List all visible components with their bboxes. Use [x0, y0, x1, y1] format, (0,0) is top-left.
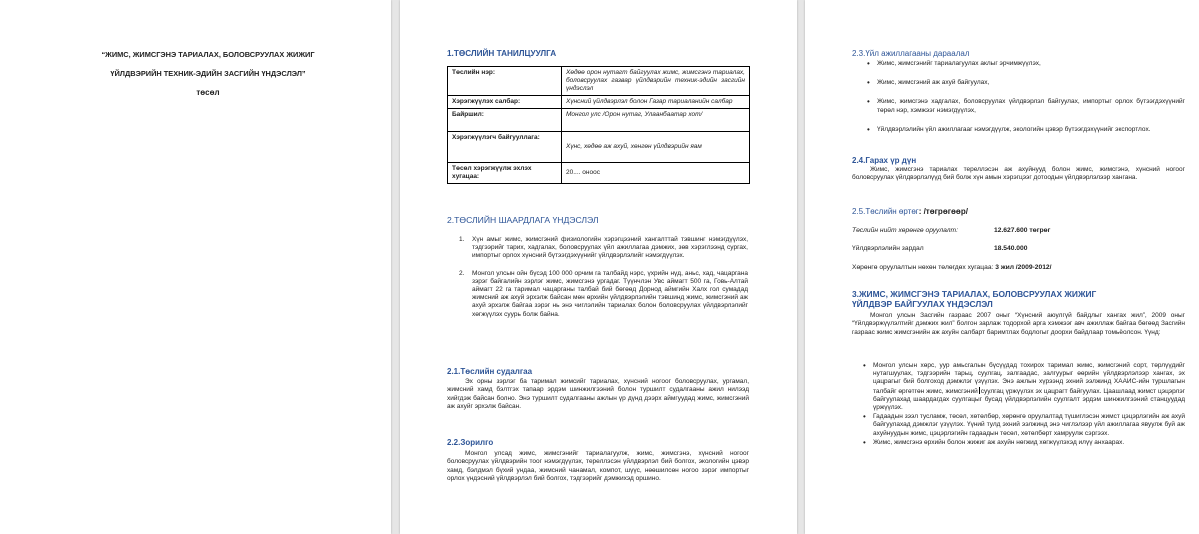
list-item: [448, 236, 748, 261]
subsection-2-2-text: [447, 450, 749, 483]
table-row: [448, 109, 750, 132]
list-number: 2.: [459, 269, 465, 277]
bullet-icon: •: [867, 59, 870, 68]
document-page-2: [400, 0, 797, 534]
table-key: Хэрэгжүүлэгч байгууллага:: [448, 132, 562, 163]
list-item-text: Үйлдвэрлэлийн үйл ажиллагааг нэмэгдүүлж, экологийн цэвэр бүтээгдэхүүнийг экспортлох.: [877, 125, 1151, 133]
table-row: [448, 67, 750, 96]
cost-production-label: Үйлдвэрлэлийн зардал: [852, 245, 924, 252]
subsection-2-5-heading: [852, 207, 968, 216]
list-item: [867, 60, 1185, 68]
subsection-2-1-heading: 2.1.Төслийн судалгаа: [447, 367, 533, 376]
table-key: Төслийн нэр:: [448, 67, 562, 96]
document-page-1: [0, 0, 391, 534]
table-row: [448, 163, 750, 184]
list-item-text: Жимс, жимсгэний аж ахуй байгуулах,: [877, 79, 990, 87]
section-2-heading: 2.ТӨСЛИЙН ШААРДЛАГА ҮНДЭСЛЭЛ: [447, 215, 599, 225]
bullet-icon: •: [863, 361, 866, 370]
list-item: [867, 126, 1185, 134]
table-row: [448, 132, 750, 163]
text-cursor-icon: [979, 387, 980, 394]
table-value: Монгол улс /Орон нутаг, Улаанбаатар хот/: [562, 109, 750, 132]
cost-production-value: 18.540.000: [994, 245, 1028, 252]
table-row: [448, 96, 750, 109]
section-3-text: [852, 312, 1185, 337]
subsection-2-2-heading: 2.2.Зорилго: [447, 438, 494, 447]
paragraph-text: Жимс, жимсгэнэ тариалах тереллэсэн аж ахуйнууд болон жимс, жимсгэнэ, хүнсний ногоог боловсруулах үйлдвэрлэлүүд бий болж хүн амын хэрэгцээг дотоодын үйлдвэрлэлээр хангана.: [852, 166, 1185, 182]
table-value: 20.... оноос: [562, 163, 750, 184]
document-page-3: [805, 0, 1199, 534]
section-3-heading: [852, 289, 1096, 309]
list-item: [867, 79, 1185, 87]
bullet-icon: •: [867, 78, 870, 88]
list-item-text: Жимс, жимсгэнийг тариалагуулах аклыг эрчимжүүлэх,: [877, 60, 1041, 67]
cover-title-line-3: төсөл: [196, 88, 220, 97]
list-item: [863, 362, 1185, 412]
list-item-text: Хүн амыг жимс, жимсгэний физиологийн хэрэгцээний хангалттай тэвшинг нэмэгдүүлэх, тэдгээрийг тарих, хадгалах, боловсруулах үйл ажиллагаа дэмжих, зөв хэрэглээнд сургах, импортыг орлох хүнсний бүтээгдэхүүнийг үйлдвэрлэлийг нэмэгдүүлэх.: [472, 236, 748, 260]
payback-row: [852, 264, 1052, 271]
cover-title-line-1: “ЖИМС, ЖИМСГЭНЭ ТАРИАЛАХ, БОЛОВСРУУЛАХ ЖИЖИГ: [101, 50, 315, 59]
section-2-list: [448, 236, 748, 319]
paragraph-text: Эх орны зэрлэг ба таримал жимсийг тариалах, хүнсний ногоог боловсруулах, ургамал, жимсний хамд бэлтгэх тапаар эрдэм шинжилгээний болон туршилт судалгааны ажил нилээд хийгдэж байсан болно. Энэ туршилт судалгааны ажлын үр дүнд дээрх аймгуудад жимс, жимсгэний аж ахуйг эрхэлж байсан.: [447, 378, 749, 410]
bullet-icon: •: [863, 437, 866, 447]
bullet-icon: •: [863, 412, 866, 422]
payback-label: Хөрөнгө оруулалтын нөхөн төлөгдөх хугацаа:: [852, 264, 994, 271]
project-intro-table: [447, 66, 750, 184]
bullet-icon: •: [867, 124, 870, 134]
subsection-2-5-title: 2.5.Төслийн өртөг: [852, 207, 919, 216]
list-number: 1.: [459, 236, 465, 243]
payback-value: 3 жил /2009-2012/: [995, 264, 1052, 271]
list-item-text: Монгол улсын хөрс, уур амьсгалын бүсүүдад тохирох таримал жимс, жимсгэний сорт, төрлүүдийг нутагшуулах, тэдгээрийн тарьц, суулгац, залгаадас, залгуурыг өөрийн үйлдвэрлэлээр хангах, эх цацрагыг бий болгоход дэмжлэг үзүүлэх. Энэ ажлын хүрээнд эхний ээлжинд ХААИС-ийн туршлагын талбайг өргөтгөн жимс, жимсгэний: [873, 362, 1185, 395]
subsection-2-3-list: [867, 60, 1185, 134]
list-item: [863, 439, 1185, 447]
cost-total-label: Төслийн нийт хөрөнгө оруулалт:: [852, 227, 958, 234]
list-item-text-continued: суулгац үржүүлэх эх цацрагт байгуулах. Цаашлаад жимст цэцэрлэг байгуулахад шаардагдах суулгацыг бусад үйлдвэрлэлийн суулгалт эрдэм шинжилгээний станцуудад үржүүлэх.: [873, 387, 1186, 412]
section-1-heading: 1.ТӨСЛИЙН ТАНИЛЦУУЛГА: [447, 49, 557, 58]
paragraph-text: Монгол улсад жимс, жимсгэнийг тариалагуулж, жимс, жимсгэнэ, хүнсний ногоог боловсруулах үйлдвэрийн тоог нэмэгдүүлэх, тереллэсэн үйлдвэрлэл бий болгох, экологийн цэвэр хамд, бэлдмэл бүхий ундаа, жимсний чанамал, компот, шүүс, нөөшилсөн ногоо зэрэг импортыг орлох үндэсний үйлдвэрлэл бий болгох, тэдгээрийг дэмжихэд оршино.: [447, 450, 749, 482]
cover-title-line-2: ҮЙЛДВЭРИЙН ТЕХНИК-ЭДИЙН ЗАСГИЙН ҮНДЭСЛЭЛ”: [110, 69, 306, 78]
table-value: Хүнсний үйлдвэрлэл болон Газар тариаланийн салбар: [562, 96, 750, 109]
subsection-2-4-text: [852, 166, 1185, 183]
table-value: Хөдөө орон нутагт байгуулах жимс, жимсгэнэ тариалах, боловсруулах газвар үйлдвэрийн техник-эдийн засгийн үндэслэл: [562, 67, 750, 96]
list-item: [448, 270, 748, 319]
list-item-text: Жимс, жимсгэнэ хадгалах, боловсруулах үйлдвэрлэл байгуулах, импортыг орлох бүтээгдэхүүнийг төрөл нэр, хэмжээг нэмэгдүүлэх,: [877, 98, 1185, 114]
table-key: Байршил:: [448, 109, 562, 132]
table-key: Хэрэгжүүлэх салбар:: [448, 96, 562, 109]
section-3-list: [863, 362, 1185, 447]
cost-total-value: 12.627.600 төгрөг: [994, 227, 1051, 234]
list-item-text: Гадаадын зээл тусламж, төсөл, хөтөлбөр, хөрөнгө оруулалтад түшиглэсэн жимст цэцэрлэгийн аж ахуй байгуулахад дэмжлэг үзүүлэх. Үүний тулд эхний ээлжинд энэ чиглэлээр үйл ажиллагаа явуулж буй аж ахуйнуудын жимс, цэцэрлэгийн гадаадын төсөл, хөтөлбөрт хамруулж сэргээх.: [873, 413, 1185, 437]
list-item-text: Монгол улсын ойн бүсэд 100 000 орчим га талбайд нэрс, үхрийн нүд, аньс, хад, чацаргана зэрэг байгалийн зэрлэг жимс, жимсгэнэ ургадаг. Түүнчлэн Увс аймагт 500 га, Говь-Алтай аймагт 22 га таримал чацарганы талбай бий бөгөөд Дорнод аймгийн Халх гол сумадад жимсний аж ахуй эрхэлж байсан мөн өрхийн үйлдвэрлэлийн тэвшинд жимс, жимсгэний аж ахуй эрхэлж байгаа зэрэг нь энэ чиглэлийн тариалах болон боловсруулах үйлдвэрлэлийг хөгжүүлэх суурь болж байна.: [472, 269, 748, 318]
subsection-2-3-heading: 2.3.Үйл ажиллагааны дараалал: [852, 49, 970, 58]
list-item: [863, 413, 1185, 438]
table-value: Хүнс, хөдөө аж ахуй, хөнгөн үйлдвэрийн яам: [562, 132, 750, 163]
subsection-2-1-text: [447, 378, 749, 411]
section-3-heading-line-1: 3.ЖИМС, ЖИМСГЭНЭ ТАРИАЛАХ, БОЛОВСРУУЛАХ ЖИЖИГ: [852, 289, 1097, 299]
list-item: [867, 98, 1185, 114]
table-key: Төсөл хэрэгжүүлж эхлэх хугацаа:: [448, 163, 562, 184]
list-item-text: Жимс, жимсгэнэ өрхийн болон жижиг аж ахуйн нөгжид хөгжүүлэхэд илүү анхаарах.: [873, 438, 1125, 446]
subsection-2-4-heading: 2.4.Гарах үр дүн: [852, 156, 917, 165]
paragraph-text: Монгол улсын Засгийн газраас 2007 оныг “Хүнсний аюулгүй байдлыг хангах жил”, 2009 оныг “Үйлдвэржүүлэлтийг дэмжих жил” болгон зарлаж тодорхой арга хэмжээг авч ажиллаж байгаа бөгөөд Засгийн газраас жимс жимсгэнийн аж ахуйн салбарт баримтлах бодлогыг доорхи байдлаар томьёолсон. Үүнд:: [852, 312, 1185, 336]
bullet-icon: •: [867, 97, 870, 107]
subsection-2-5-suffix: : /төгрөгөөр/: [918, 207, 968, 216]
section-3-heading-line-2: ҮЙЛДВЭР БАЙГУУЛАХ ҮНДЭСЛЭЛ: [852, 299, 993, 309]
